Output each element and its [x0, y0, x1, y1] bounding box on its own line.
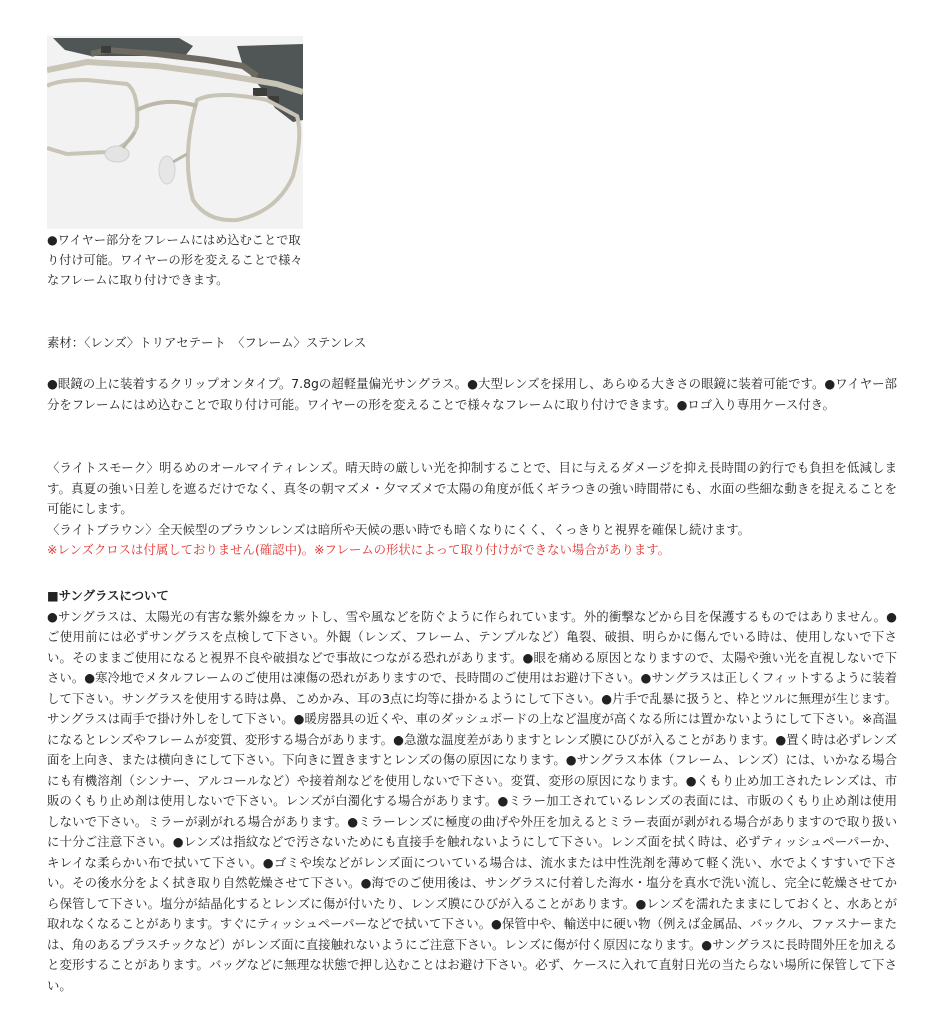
- caution-body: ●サングラスは、太陽光の有害な紫外線をカットし、雪や風などを防ぐように作られています。外的衝撃などから目を保護するものではありません。●ご使用前には必ずサングラスを点検して下さい。外観（レンズ、フレーム、テンプルなど）亀裂、破損、明らかに傷んでいる時は、使用しないで下さい。そのままご使用になると視界不良や破損などで事故につながる恐れがあります。●眼を痛める原因となりますので、太陽や強い光を直視しないで下さい。●寒冷地でメタルフレームのご使用は凍傷の恐れがありますので、長時間のご使用はお避け下さい。●サングラスは正しくフィットするように装着して下さい。サングラスを使用する時は鼻、こめかみ、耳の3点に均等に掛かるようにして下さい。●片手で乱暴に扱うと、枠とツルに無理が生じます。サングラスは両手で掛け外しをして下さい。●暖房器具の近くや、車のダッシュボードの上など温度が高くなる所には置かないようにして下さい。※高温になるとレンズやフレームが変質、変形する場合があります。●急激な温度差がありますとレンズ膜にひびが入ることがあります。●置く時は必ずレンズ面を上向き、または横向きにして下さい。下向きに置きますとレンズの傷の原因になります。●サングラス本体（フレーム、レンズ）には、いかなる場合にも有機溶剤（シンナー、アルコールなど）や接着剤などを使用しないで下さい。変質、変形の原因になります。●くもり止め加工されたレンズは、市販のくもり止め剤は使用しないで下さい。レンズが白濁化する場合があります。●ミラー加工されているレンズの表面には、市販のくもり止め剤は使用しないで下さい。ミラーが剥がれる場合があります。●ミラーレンズに極度の曲げや外圧を加えるとミラー表面が剥がれる場合がありますので取り扱いに十分ご注意下さい。●レンズは指紋などで汚さないためにも直接手を触れないようにして下さい。レンズ面を拭く時は、必ずティッシュペーパーか、キレイな柔らかい布で拭いて下さい。●ゴミや埃などがレンズ面についている場合は、流水または中性洗剤を薄めて軽く洗い、水でよくすすいで下さい。その後水分をよく拭き取り自然乾燥させて下さい。●海でのご使用後は、サングラスに付着した海水・塩分を真水で洗い流し、完全に乾燥させてから保管して下さい。塩分が結晶化するとレンズに傷が付いたり、レンズ膜にひびが入ることがあります。●レンズを濡れたままにしておくと、水あとが取れなくなることがあります。すぐにティッシュペーパーなどで拭いて下さい。●保管中や、輸送中に硬い物（例えば金属品、バックル、ファスナーまたは、角のあるプラスチックなど）がレンズ面に直接触れないようにご注意下さい。レンズに傷が付く原因になります。●サングラスに長時間外圧を加えると変形することがあります。バッグなどに無理な状態で押し込むことはお避け下さい。必ず、ケースに入れて直射日光の当たらない場所に保管して下さい。: [47, 608, 897, 993]
- caution-section: [47, 586, 897, 996]
- product-photo: [47, 36, 303, 229]
- nose-pad-left: [105, 146, 129, 162]
- product-description: ●眼鏡の上に装着するクリップオンタイプ。7.8gの超軽量偏光サングラス。●大型レンズを採用し、あらゆる大きさの眼鏡に装着可能です。●ワイヤー部分をフレームにはめ込むことで取り付け可能。ワイヤーの形を変えることで様々なフレームに取り付けできます。●ロゴ入り専用ケース付き。: [47, 376, 897, 412]
- lens-light-brown: 〈ライトブラウン〉全天候型のブラウンレンズは暗所や天候の悪い時でも暗くなりにくく、くっきりと視界を確保し続けます。: [47, 521, 751, 537]
- photo-caption: ●ワイヤー部分をフレームにはめ込むことで取り付け可能。ワイヤーの形を変えることで様々なフレームに取り付けできます。: [47, 233, 303, 287]
- nose-pad-right: [159, 156, 175, 184]
- caution-heading: ■サングラスについて: [47, 588, 169, 603]
- material-spec: 素材：〈レンズ〉トリアセテート 〈フレーム〉ステンレス: [47, 335, 367, 350]
- lens-light-smoke: 〈ライトスモーク〉明るめのオールマイティレンズ。晴天時の厳しい光を抑制することで、目に与えるダメージを抑え長時間の釣行でも負担を低減します。真夏の強い日差しを遮るだけでなく、真冬の朝マズメ・夕マズメで太陽の角度が低くギラつきの強い時間帯にも、水面の些細な動きを捉えることを可能にします。: [47, 460, 897, 516]
- lens-descriptions: [47, 458, 897, 561]
- clip-hinge-left: [101, 46, 111, 53]
- lens-notice: ※レンズクロスは付属しておりません(確認中)。※フレームの形状によって取り付けができない場合があります。: [47, 542, 671, 557]
- clip-hinge-right: [253, 88, 267, 96]
